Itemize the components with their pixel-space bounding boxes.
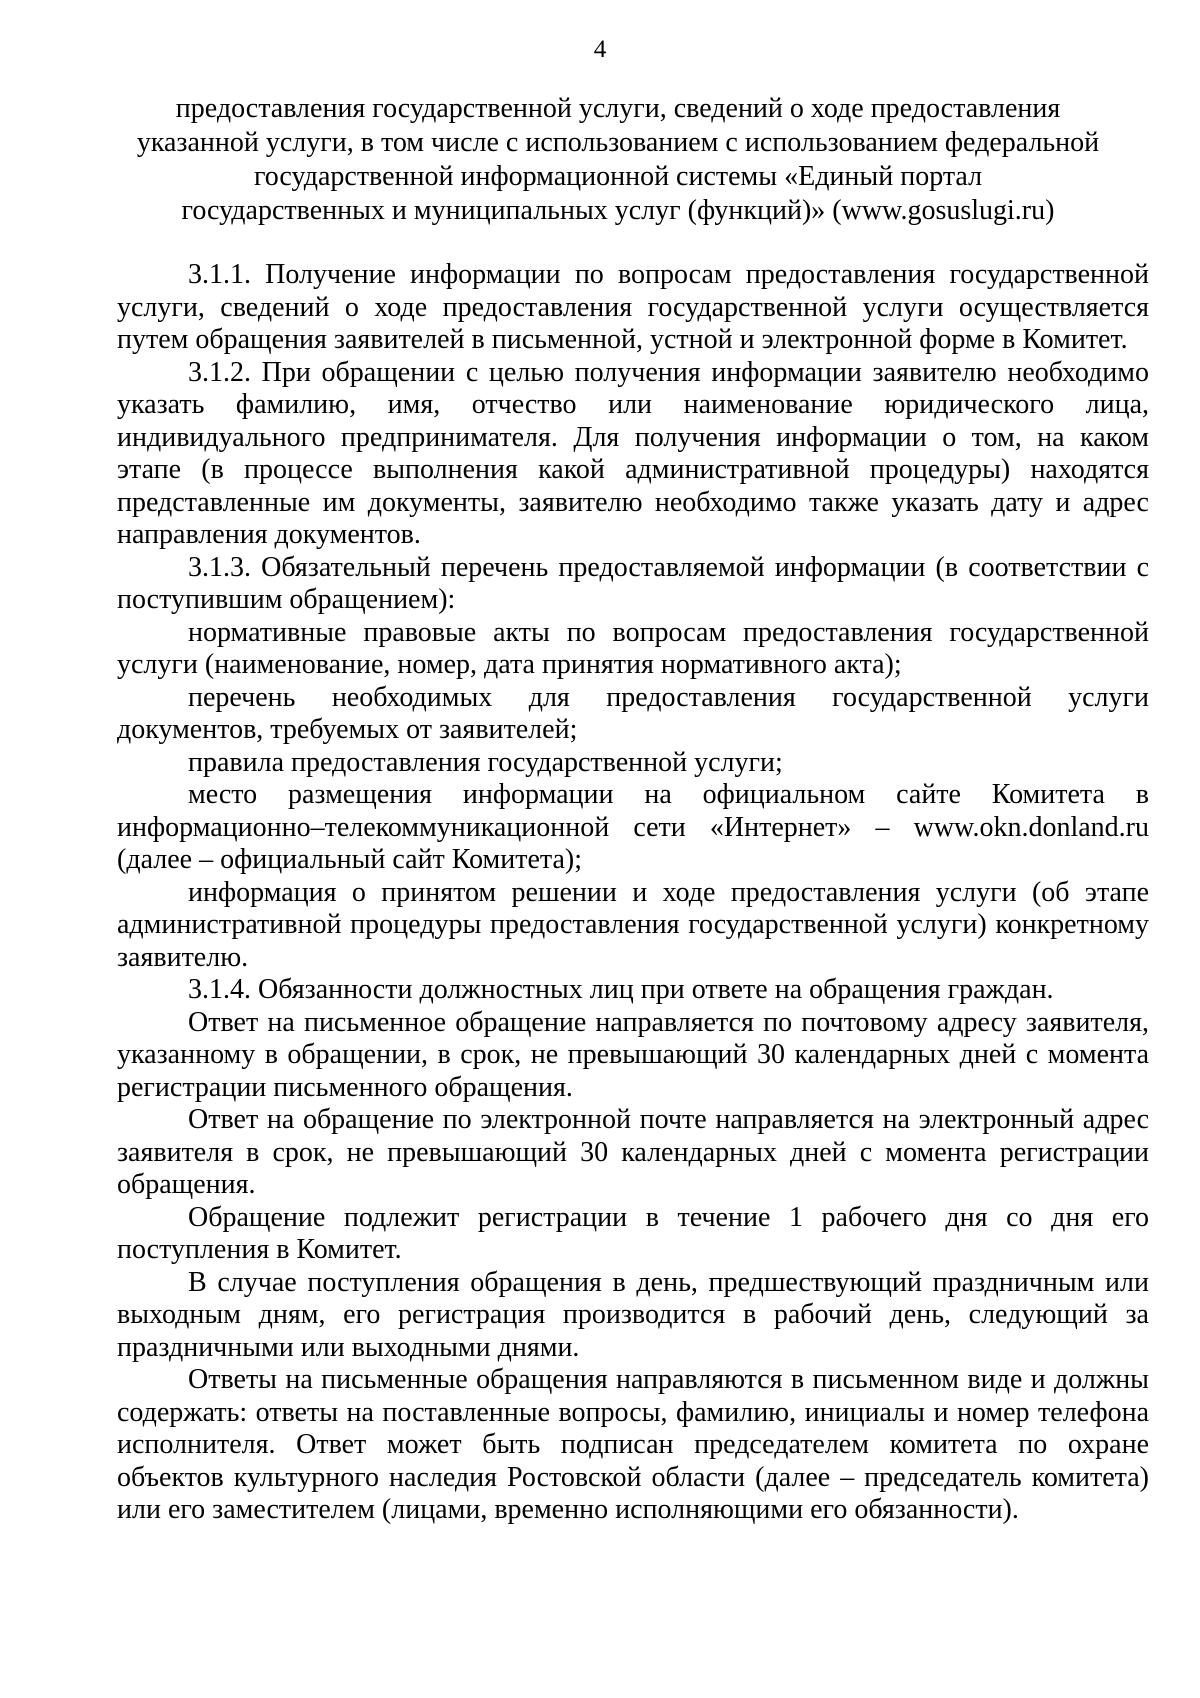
paragraph-written-reply: Ответ на письменное обращение направляется по почтовому адресу заявителя, указанному в обращении, в срок, не превышающий 30 календарных дней с момента регистрации письменного обращения.: [117, 1006, 1149, 1103]
heading-line: государственных и муниципальных услуг (функций)» (www.gosuslugi.ru): [181, 195, 1055, 226]
heading-line: указанной услуги, в том числе с использованием с использованием федеральной: [136, 127, 1100, 158]
list-item-documents: перечень необходимых для предоставления государственной услуги документов, требуемых от заявителей;: [117, 681, 1149, 745]
list-item-rules: правила предоставления государственной услуги;: [188, 746, 783, 778]
paragraph-holidays: В случае поступления обращения в день, предшествующий праздничным или выходным дням, его регистрация производится в рабочий день, следующий за праздничными или выходными днями.: [117, 1266, 1149, 1363]
paragraph-3-1-3: 3.1.3. Обязательный перечень предоставляемой информации (в соответствии с поступившим обращением):: [117, 551, 1149, 615]
list-item-decision-info: информация о принятом решении и ходе предоставления услуги (об этапе административной процедуры предоставления государственной услуги) конкретному заявителю.: [117, 876, 1149, 973]
list-item-website: место размещения информации на официальном сайте Комитета в информационно–телекоммуникационной сети «Интернет» – www.okn.donland.ru (далее – официальный сайт Комитета);: [117, 779, 1149, 875]
list-item-legal-acts: нормативные правовые акты по вопросам предоставления государственной услуги (наименование, номер, дата принятия нормативного акта);: [117, 616, 1149, 680]
paragraph-reply-content: Ответы на письменные обращения направляются в письменном виде и должны содержать: ответы на поставленные вопросы, фамилию, инициалы и номер телефона исполнителя. Ответ может быть подписан председателем комитета по охране объектов культурного наследия Ростовской области (далее – председатель комитета) или его заместителем (лицами, временно исполняющими его обязанности).: [117, 1364, 1149, 1525]
page-number: 4: [593, 36, 607, 63]
paragraph-3-1-1: 3.1.1. Получение информации по вопросам предоставления государственной услуги, сведений о ходе предоставления государственной услуги осуществляется путем обращения заявителей в письменной, устной и электронной форме в Комитет.: [117, 259, 1149, 355]
document-body: [117, 259, 1149, 1527]
heading-line: предоставления государственной услуги, сведений о ходе предоставления: [175, 93, 1061, 124]
paragraph-email-reply: Ответ на обращение по электронной почте направляется на электронный адрес заявителя в срок, не превышающий 30 календарных дней с момента регистрации обращения.: [117, 1104, 1149, 1200]
heading-line: государственной информационной системы «Единый портал: [253, 161, 983, 192]
paragraph-registration: Обращение подлежит регистрации в течение 1 рабочего дня со дня его поступления в Комитет.: [117, 1201, 1149, 1265]
paragraph-3-1-2: 3.1.2. При обращении с целью получения информации заявителю необходимо указать фамилию, имя, отчество или наименование юридического лица, индивидуального предпринимателя. Для получения информации о том, на каком этапе (в процессе выполнения какой административной процедуры) находятся представленные им документы, заявителю необходимо также указать дату и адрес направления документов.: [117, 356, 1149, 550]
section-heading: [118, 92, 1118, 228]
paragraph-3-1-4: 3.1.4. Обязанности должностных лиц при ответе на обращения граждан.: [188, 974, 1054, 1005]
